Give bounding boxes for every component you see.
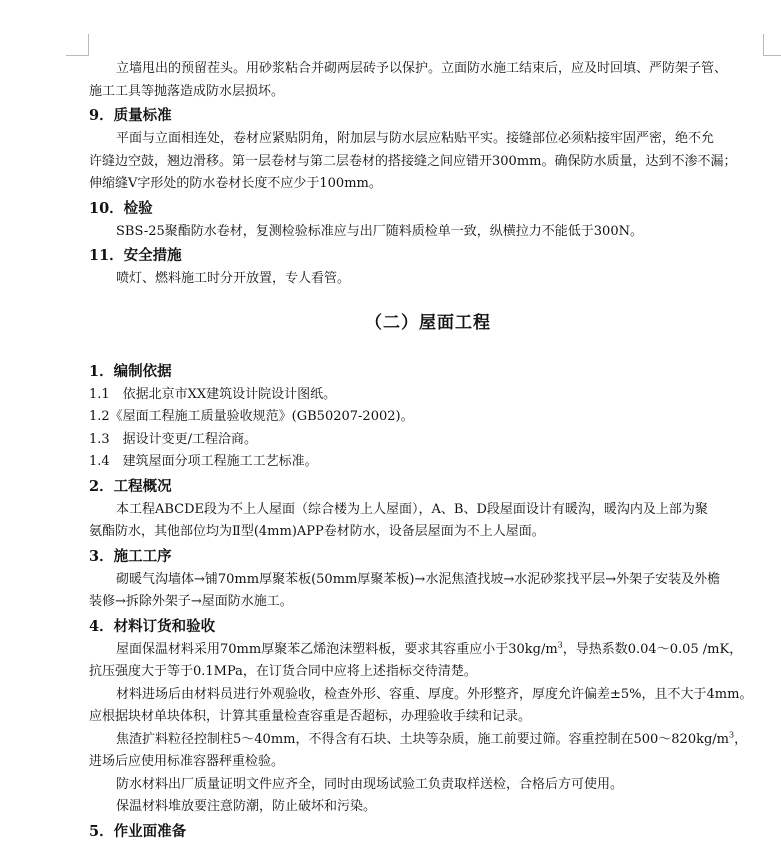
paragraph-line: 伸缩缝V字形处的防水卷材长度不应少于100mm。 <box>89 176 382 191</box>
paragraph-line: 许缝边空鼓，翘边滑移。第一层卷材与第二层卷材的搭接缝之间应错开300mm。确保防水质量，达到不渗不漏； <box>89 153 737 169</box>
paragraph-line: 防水材料出厂质量证明文件应齐全，同时由现场试验工负责取样送检，合格后方可使用。 <box>116 776 624 792</box>
paragraph-line: 材料进场后由材料员进行外观验收，检查外形、容重、厚度。外形整齐，厚度允许偏差±5%，且不大于4mm。 <box>116 686 753 702</box>
paragraph-line: 保温材料堆放要注意防潮，防止破坏和污染。 <box>116 799 377 814</box>
heading-construction-sequence: 3．施工工序 <box>89 547 172 565</box>
paragraph-line: 进场后应使用标准容器秤重检验。 <box>89 754 285 769</box>
superscript: 3 <box>557 640 563 650</box>
text-run: 焦渣扩料粒径控制柱5～40mm，不得含有石块、土块等杂质，施工前要过筛。容重控制在500～820kg/m <box>116 731 730 747</box>
crop-mark-right-vertical <box>763 34 764 56</box>
paragraph-line: 本工程ABCDE段为不上人屋面（综合楼为上人屋面），A、B、D段屋面设计有暖沟，暖沟内及上部为聚 <box>116 501 708 517</box>
paragraph-line: 抗压强度大于等于0.1MPa，在订货合同中应将上述指标交待清楚。 <box>89 664 477 679</box>
paragraph-line: 氨酯防水，其他部位均为Ⅱ型(4mm)APP卷材防水，设备层屋面为不上人屋面。 <box>89 524 545 539</box>
text-run: ， <box>734 731 748 747</box>
heading-quality-standard: 9．质量标准 <box>89 107 172 124</box>
crop-mark-left-horizontal <box>66 55 89 56</box>
heading-basis: 1．编制依据 <box>89 362 172 380</box>
paragraph-line: 应根据块材单块体积，计算其重量检查容重是否超标，办理验收手续和记录。 <box>89 709 532 724</box>
paragraph-line <box>89 639 767 662</box>
paragraph-line: 施工工具等抛落造成防水层损坏。 <box>89 83 285 99</box>
list-item: 1.2《屋面工程施工质量验收规范》(GB50207-2002)。 <box>89 409 414 424</box>
heading-project-overview: 2．工程概况 <box>89 477 172 495</box>
crop-mark-left-vertical <box>88 34 89 56</box>
heading-material-ordering: 4．材料订货和验收 <box>89 617 216 635</box>
superscript: 3 <box>729 730 735 740</box>
paragraph-line <box>89 729 767 752</box>
heading-safety-measures: 11．安全措施 <box>89 247 182 264</box>
text-run: 屋面保温材料采用70mm厚聚苯乙烯泡沫塑料板，要求其容重应小于30kg/m <box>116 641 558 657</box>
text-run: ，导热系数0.04～0.05 /mK， <box>562 641 743 657</box>
crop-mark-right-horizontal <box>763 55 781 56</box>
list-item: 1.4 建筑屋面分项工程施工工艺标准。 <box>89 454 318 469</box>
paragraph-line: 平面与立面相连处，卷材应紧贴阴角，附加层与防水层应粘贴平实。接缝部位必须粘接牢固严密，绝不允 <box>116 131 715 146</box>
paragraph-line: 立墙甩出的预留茬头。用砂浆粘合并砌两层砖予以保护。立面防水施工结束后，应及时回填、严防架子管、 <box>116 61 728 76</box>
paragraph-line: SBS-25聚酯防水卷材，复测检验标准应与出厂随料质检单一致，纵横拉力不能低于300N。 <box>116 223 643 239</box>
list-item: 1.1 依据北京市XX建筑设计院设计图纸。 <box>89 386 337 402</box>
paragraph-line: 砌暖气沟墙体→铺70mm厚聚苯板(50mm厚聚苯板)→水泥焦渣找坡→水泥砂浆找平层→外架子安装及外檐 <box>116 571 721 587</box>
paragraph-line: 喷灯、燃料施工时分开放置，专人看管。 <box>116 271 351 286</box>
heading-inspection: 10．检验 <box>89 199 153 217</box>
list-item: 1.3 据设计变更/工程洽商。 <box>89 431 258 447</box>
document-page <box>89 58 767 844</box>
heading-work-surface-preparation: 5．作业面准备 <box>89 822 187 840</box>
section-title-roof-engineering: （二）屋面工程 <box>365 312 491 333</box>
paragraph-line: 装修→拆除外架子→屋面防水施工。 <box>89 594 293 609</box>
